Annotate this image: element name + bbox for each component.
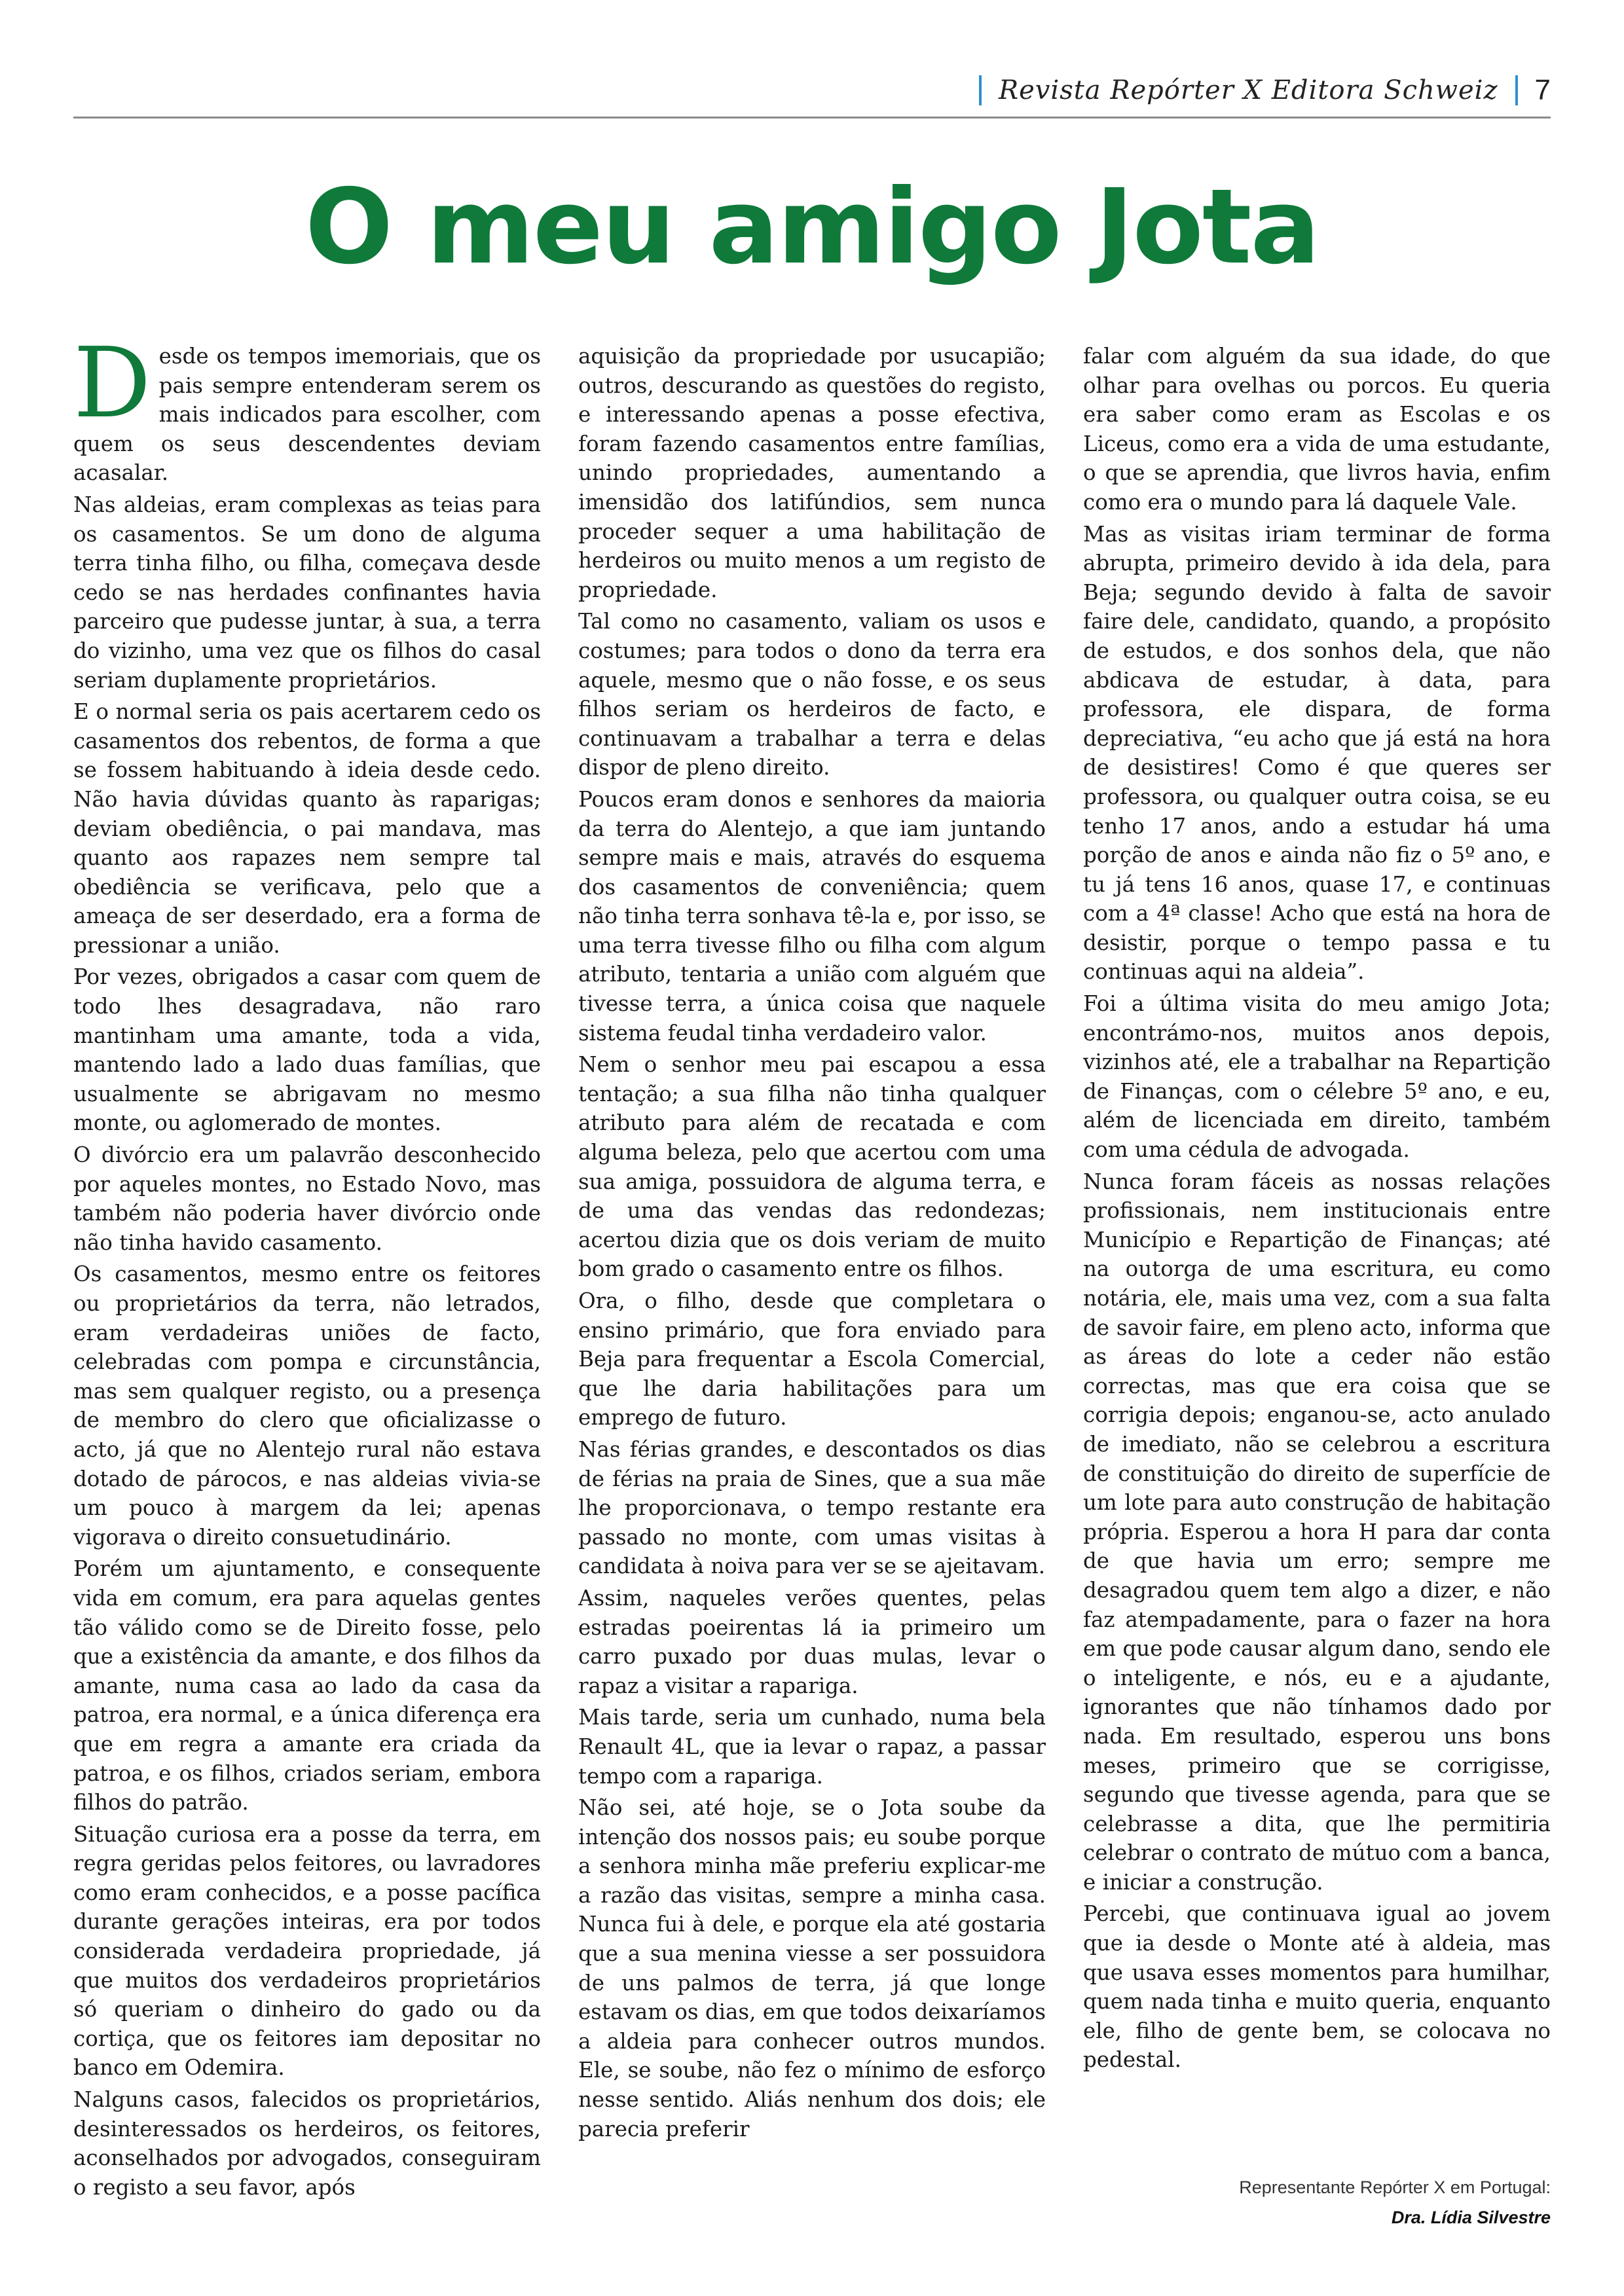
article-paragraph: falar com alguém da sua idade, do que olhar para ovelhas ou porcos. Eu queria era saber como eram as Escolas e os Liceus, como era a vida de uma estudante, o que se aprendia, que livros havia, enfim como era o mundo para lá daquele Vale. [1083,344,1551,515]
article-paragraph: Nas aldeias, eram complexas as teias para os casamentos. Se um dono de alguma terra tinha filho, ou filha, começava desde cedo se nas herdades confinantes havia parceiro que pudesse juntar, à sua, a terra do vizinho, uma vez que os filhos do casal seriam duplamente proprietários. [73,492,541,693]
article-paragraph: aquisição da propriedade por usucapião; outros, descurando as questões do registo, e interessando apenas a posse efectiva, foram fazendo casamentos entre famílias, unindo propriedades, aumentando a imensidão dos latifúndios, sem nunca proceder sequer a uma habilitação de herdeiros ou muito menos a um registo de propriedade. [578,344,1046,602]
article-paragraph: Nem o senhor meu pai escapou a essa tentação; a sua filha não tinha qualquer atributo para além de recatada e com alguma beleza, pelo que acertou com uma sua amiga, possuidora de alguma terra, e de uma das vendas das redondezas; acertou dizia que os dois veriam de muito bom grado o casamento entre os filhos. [578,1052,1046,1282]
credit-label: Representante Repórter X em Portugal: [1239,2178,1551,2197]
page-number: 7 [1534,74,1551,106]
article-paragraph: Nalguns casos, falecidos os proprietários, desinteressados os herdeiros, os feitores, aconselhados por advogados, conseguiram o registo a seu favor, após [73,2087,541,2200]
article-paragraph: E o normal seria os pais acertarem cedo os casamentos dos rebentos, de forma a que se fossem habituando à ideia desde cedo. Não havia dúvidas quanto às raparigas; deviam obediência, o pai mandava, mas quanto aos rapazes nem sempre tal obediência se verificava, pelo que a ameaça de ser deserdado, era a forma de pressionar a união. [73,699,541,958]
article-paragraph: Poucos eram donos e senhores da maioria da terra do Alentejo, a que iam juntando sempre mais e mais, através do esquema dos casamentos de conveniência; quem não tinha terra sonhava tê-la e, por isso, se uma terra tivesse filho ou filha com algum atributo, tentaria a união com alguém que tivesse terra, a única coisa que naquele sistema feudal tinha verdadeiro valor. [578,786,1046,1046]
article-paragraph [73,327,541,488]
article-paragraph: Porém um ajuntamento, e consequente vida em comum, era para aquelas gentes tão válido como se de Direito fosse, pelo que a existência da amante, e dos filhos da amante, numa casa ao lado da casa da patroa, era normal, e a única diferença era que em regra a amante era criada da patroa, e os filhos, criados seriam, embora filhos do patrão. [73,1556,541,1815]
article-column-2 [578,342,1046,2146]
paragraph-text: esde os tempos imemoriais, que os pais sempre entenderam serem os mais indicados para escolher, com quem os seus descendentes deviam acasalar. [73,344,541,486]
article-column-3 [1083,342,1551,2077]
author-credit [1083,2172,1551,2232]
article-paragraph: Mas as visitas iriam terminar de forma abrupta, primeiro devido à ida dela, para Beja; segundo devido à falta de savoir faire dele, candidato, quando, a propósito de estudos, e dos sonhos dela, que não abdicava de estudar, à data, para professora, ele dispara, de forma depreciativa, “eu acho que já está na hora de desistires! Como é que queres ser professora, ou qualquer outra coisa, se eu tenho 17 anos, ando a estudar há uma porção de anos e ainda não fiz o 5º ano, e tu já tens 16 anos, quase 17, e continuas com a 4ª classe! Acho que está na hora de desistir, porque o tempo passa e tu continuas aqui na aldeia”. [1083,521,1551,985]
article-column-1 [73,327,541,2204]
drop-cap: D [73,327,151,439]
article-paragraph: Nas férias grandes, e descontados os dias de férias na praia de Sines, que a sua mãe lhe proporcionava, o tempo restante era passado no monte, com umas visitas à candidata à noiva para ver se se ajeitavam. [578,1436,1046,1579]
credit-author-name: Dra. Lídia Silvestre [1391,2208,1551,2227]
publication-name: Revista Repórter X Editora Schweiz [999,75,1498,105]
article-paragraph: Por vezes, obrigados a casar com quem de todo lhes desagradava, não raro mantinham uma amante, toda a vida, mantendo lado a lado duas famílias, que usualmente se abrigavam no mesmo monte, ou aglomerado de montes. [73,964,541,1136]
article-paragraph: Situação curiosa era a posse da terra, em regra geridas pelos feitores, ou lavradores como eram conhecidos, e a posse pacífica durante gerações inteiras, era por todos considerada verdadeira propriedade, já que muitos dos verdadeiros proprietários só queriam o dinheiro do gado ou da cortiça, que os feitores iam depositar no banco em Odemira. [73,1821,541,2081]
article-paragraph: Percebi, que continuava igual ao jovem que ia desde o Monte até à aldeia, mas que usava esses momentos para humilhar, quem nada tinha e muito queria, enquanto ele, filho de gente bem, se colocava no pedestal. [1083,1901,1551,2073]
article-paragraph: Mais tarde, seria um cunhado, numa bela Renault 4L, que ia levar o rapaz, a passar tempo com a rapariga. [578,1705,1046,1789]
article-paragraph: Foi a última visita do meu amigo Jota; encontrámo-nos, muitos anos depois, vizinhos até, ele a trabalhar na Repartição de Finanças, com o célebre 5º ano, e eu, além de licenciada em direito, também com uma cédula de advogada. [1083,991,1551,1163]
article-paragraph: Tal como no casamento, valiam os usos e costumes; para todos o dono da terra era aquele, mesmo que o não fosse, e os seus filhos seriam os herdeiros de facto, e continuavam a trabalhar a terra e delas dispor de pleno direito. [578,609,1046,780]
article-paragraph: Nunca foram fáceis as nossas relações profissionais, nem institucionais entre Município e Repartição de Finanças; até na outorga de uma escritura, eu como notária, ele, mais uma vez, com a sua falta de savoir faire, em pleno acto, informa que as áreas do lote a ceder não estão correctas, mas que era coisa que se corrigia depois; enganou-se, acto anulado de imediato, não se celebrou a escritura de constituição do direito de superfície de um lote para auto construção de habitação própria. Esperou a hora H para dar conta de que havia um erro; sempre me desagradou quem tem algo a dizer, e não faz atempadamente, para o fazer na hora em que pode causar algum dano, sendo ele o inteligente, e nós, eu e a ajudante, ignorantes que não tínhamos dado por nada. Em resultado, esperou uns bons meses, primeiro que se corrigisse, segundo que tivesse agenda, para que se celebrasse a dita, que lhe permitiria celebrar o contrato de mútuo com a banca, e iniciar a construção. [1083,1169,1551,1895]
article-paragraph: Os casamentos, mesmo entre os feitores ou proprietários da terra, não letrados, eram verdadeiras uniões de facto, celebradas com pompa e circunstância, mas sem qualquer registo, ou a presença de membro do clero que oficializasse o acto, já que no Alentejo rural não estava dotado de párocos, e nas aldeias vivia-se um pouco à margem da lei; apenas vigorava o direito consuetudinário. [73,1262,541,1550]
article-title: O meu amigo Jota [304,167,1320,287]
page-header [930,71,1551,110]
header-rule [73,117,1551,118]
article-paragraph: Assim, naqueles verões quentes, pelas estradas poeirentas lá ia primeiro um carro puxado por duas mulas, levar o rapaz a visitar a rapariga. [578,1585,1046,1698]
article-paragraph: Ora, o filho, desde que completara o ensino primário, que fora enviado para Beja para frequentar a Escola Comercial, que lhe daria habilitações para um emprego de futuro. [578,1288,1046,1430]
article-paragraph: O divórcio era um palavrão desconhecido por aqueles montes, no Estado Novo, mas também não poderia haver divórcio onde não tinha havido casamento. [73,1142,541,1255]
article-paragraph: Não sei, até hoje, se o Jota soube da intenção dos nossos pais; eu soube porque a senhora minha mãe preferiu explicar-me a razão das visitas, sempre a minha casa. Nunca fui à dele, e porque ela até gostaria que a sua menina viesse a ser possuidora de uns palmos de terra, já que longe estavam os dias, em que todos deixaríamos a aldeia para conhecer outros mundos. Ele, se soube, não fez o mínimo de esforço nesse sentido. Aliás nenhum dos dois; ele parecia preferir [578,1795,1046,2141]
